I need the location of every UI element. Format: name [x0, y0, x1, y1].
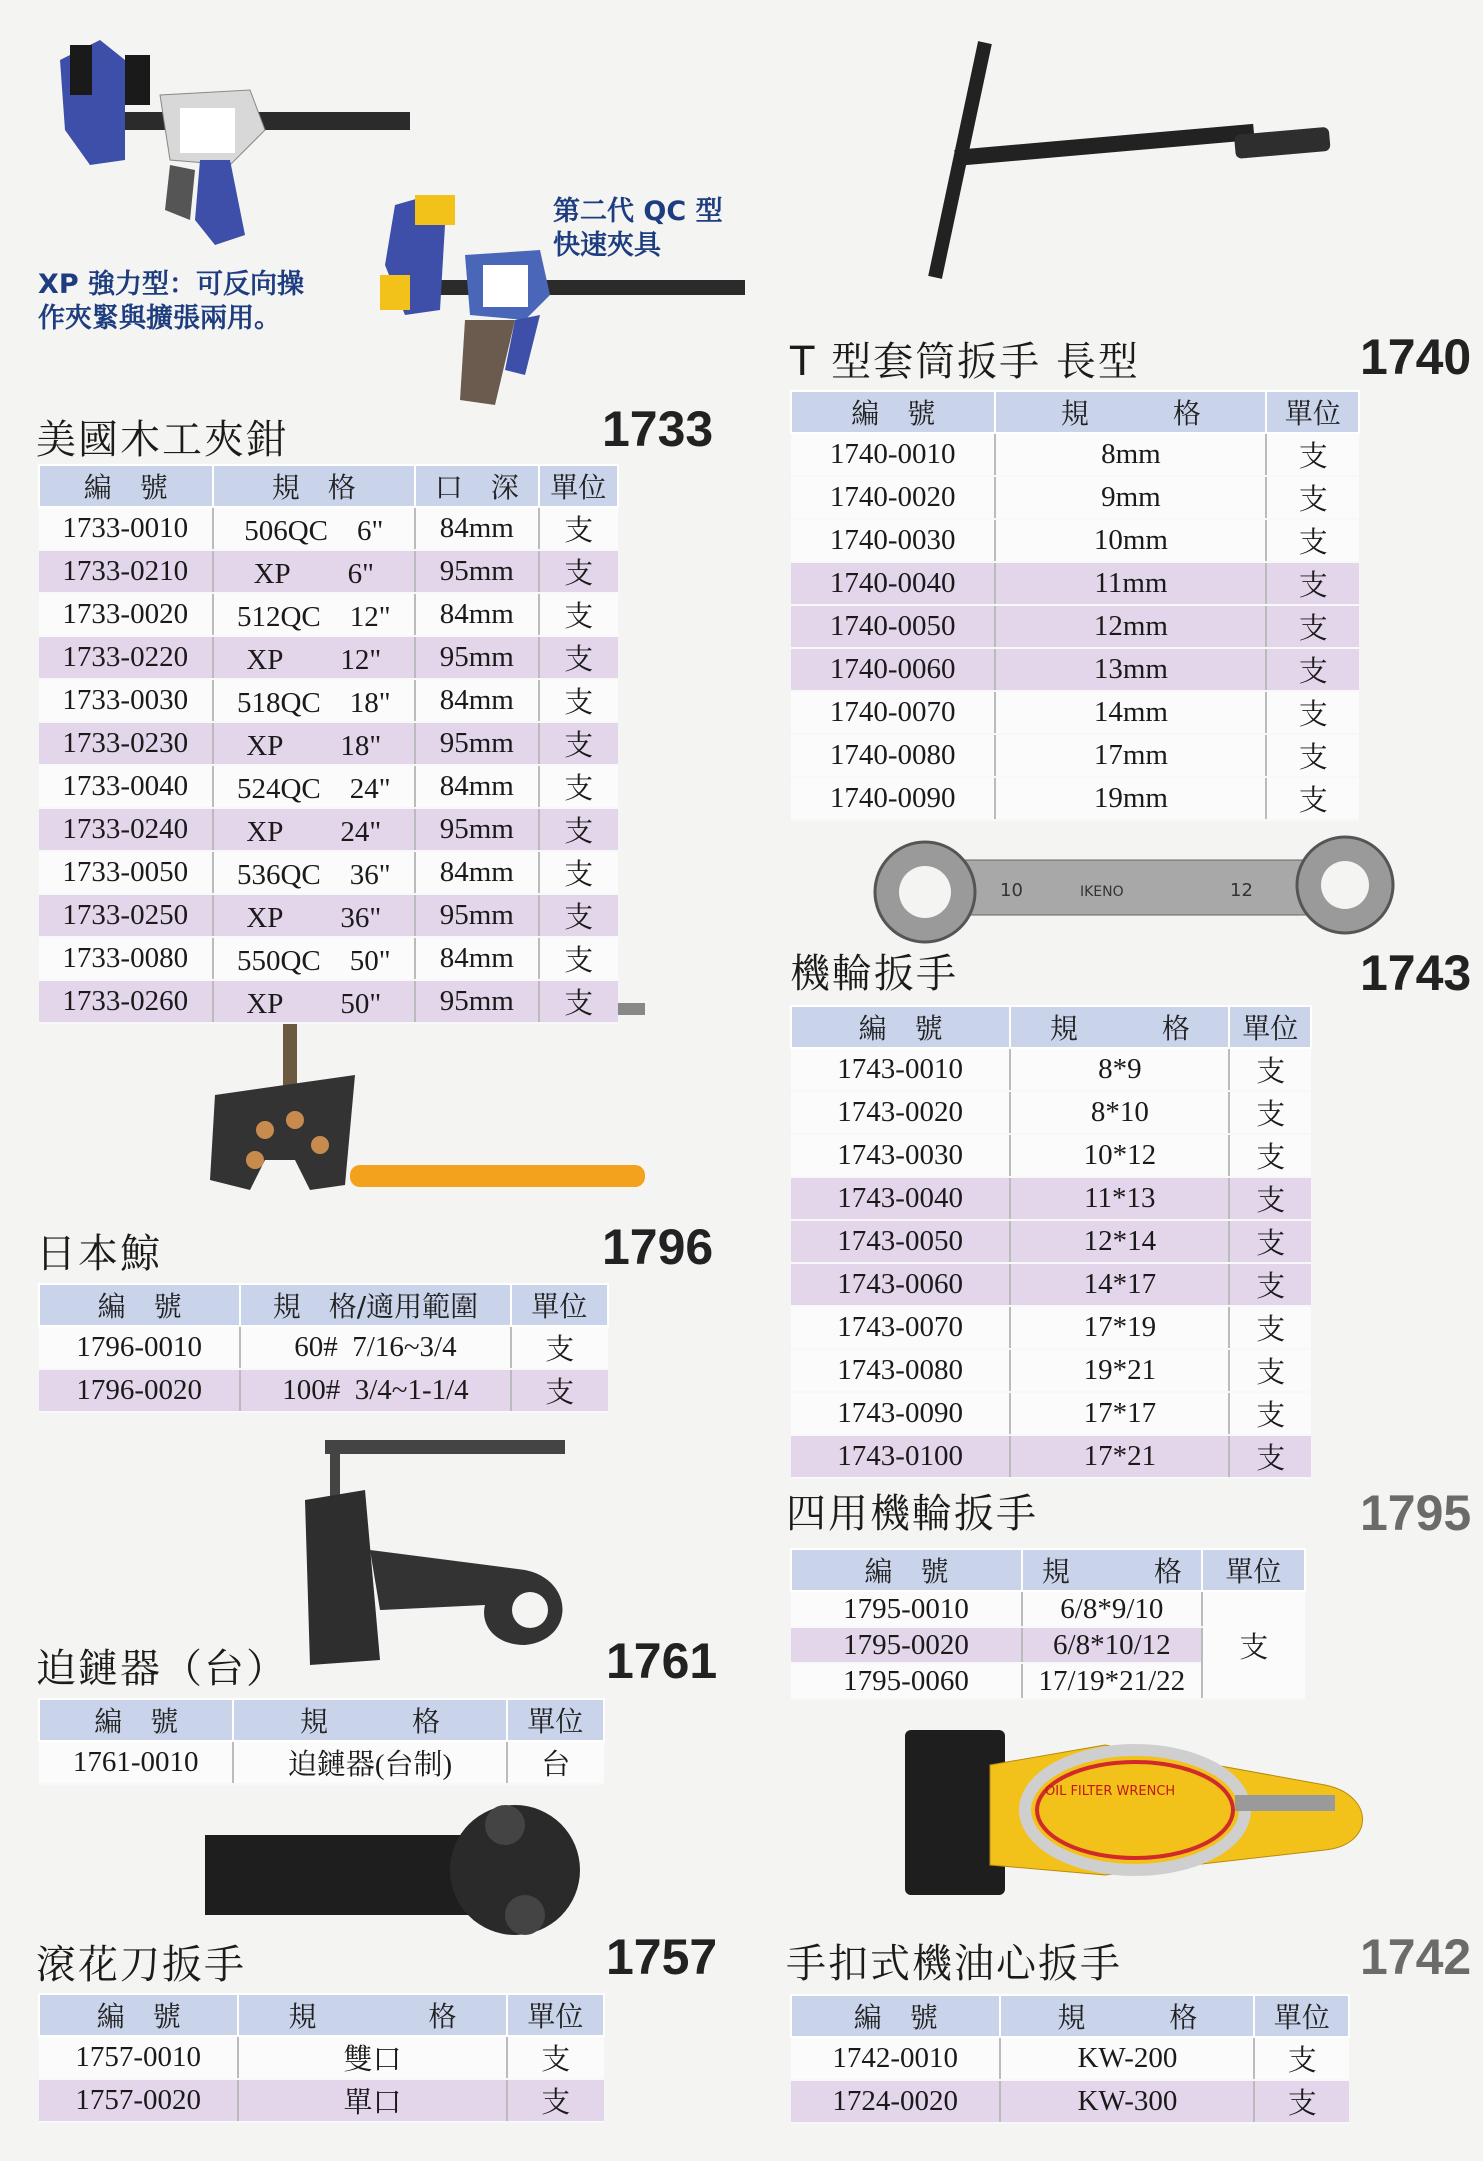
table-cell: 支 [539, 980, 619, 1023]
qc-caption [553, 195, 723, 263]
table-cell: 95mm [415, 894, 539, 937]
table-cell: 84mm [415, 765, 539, 808]
th-spec: 規 格 [238, 1994, 506, 2036]
table-cell: 1757-0020 [39, 2079, 238, 2122]
th-spec: 規 格 [995, 391, 1266, 433]
th-code: 編 號 [791, 1006, 1010, 1048]
table-cell: 6/8*9/10 [1022, 1591, 1202, 1627]
table-row [39, 593, 618, 636]
table-cell: 100# 3/4~1-1/4 [240, 1369, 510, 1412]
table-cell: 支 [539, 550, 619, 593]
table-cell: 11mm [995, 562, 1266, 605]
table-cell: XP 12" [213, 636, 416, 679]
table-row [791, 1349, 1311, 1392]
table-cell: 支 [1266, 777, 1359, 820]
table-row [791, 562, 1359, 605]
table-cell: 512QC 12" [213, 593, 416, 636]
tbody-1743 [791, 1048, 1311, 1478]
table-cell: 95mm [415, 722, 539, 765]
table-cell: 506QC 6" [213, 507, 416, 550]
title-1742: 手扣式機油心扳手 [786, 1941, 1122, 1987]
th-code: 編 號 [791, 1995, 1000, 2037]
ring-wrench-image [865, 830, 1405, 950]
table-cell: 1743-0090 [791, 1392, 1010, 1435]
table-cell: 1733-0050 [39, 851, 213, 894]
table-cell: XP 36" [213, 894, 416, 937]
table-cell: 550QC 50" [213, 937, 416, 980]
table-cell: 95mm [415, 636, 539, 679]
table-cell: 12*14 [1010, 1220, 1229, 1263]
table-cell: 11*13 [1010, 1177, 1229, 1220]
th-spec: 規 格/適用範圍 [240, 1284, 510, 1326]
table-cell: 1743-0060 [791, 1263, 1010, 1306]
table-row [39, 851, 618, 894]
code-1742: 1742 [1360, 1929, 1472, 1985]
table-cell: 支 [1229, 1435, 1311, 1478]
th-unit: 單位 [507, 1994, 605, 2036]
wrench-mark-brand: IKENO [1080, 884, 1124, 900]
chain-breaker-stand-image [285, 1430, 585, 1670]
table-cell: 10*12 [1010, 1134, 1229, 1177]
table-cell: 1724-0020 [791, 2080, 1000, 2123]
table-cell: 1733-0080 [39, 937, 213, 980]
table-1761 [38, 1698, 605, 1785]
table-row [39, 937, 618, 980]
table-cell: 8*10 [1010, 1091, 1229, 1134]
table-cell: 14mm [995, 691, 1266, 734]
table-row [39, 808, 618, 851]
table-cell: 1743-0020 [791, 1091, 1010, 1134]
table-cell: 支 [1266, 433, 1359, 476]
table-row [39, 507, 618, 550]
code-1761: 1761 [606, 1633, 718, 1689]
table-1740 [790, 390, 1360, 821]
th-spec: 規 格 [213, 465, 416, 507]
table-row [791, 519, 1359, 562]
table-cell: 支 [539, 765, 619, 808]
table-cell: 1743-0070 [791, 1306, 1010, 1349]
table-row [39, 1741, 604, 1784]
table-cell: 1733-0020 [39, 593, 213, 636]
table-cell: 支 [539, 937, 619, 980]
table-cell: 60# 7/16~3/4 [240, 1326, 510, 1369]
table-row [791, 734, 1359, 777]
table-row [39, 980, 618, 1023]
table-cell: 支 [1229, 1134, 1311, 1177]
table-cell: KW-300 [1000, 2080, 1254, 2123]
table-cell: 支 [1266, 562, 1359, 605]
table-cell: 1795-0060 [791, 1663, 1022, 1699]
xp-caption [38, 268, 304, 336]
table-1757 [38, 1993, 605, 2123]
th-spec: 規 格 [1000, 1995, 1254, 2037]
table-cell: 17mm [995, 734, 1266, 777]
table-cell: 雙口 [238, 2036, 506, 2079]
table-cell: 1733-0240 [39, 808, 213, 851]
table-cell: 1743-0050 [791, 1220, 1010, 1263]
table-cell: 12mm [995, 605, 1266, 648]
th-unit: 單位 [507, 1699, 604, 1741]
table-row [791, 433, 1359, 476]
th-unit: 單位 [539, 465, 619, 507]
title-1757: 滾花刀扳手 [36, 1942, 246, 1988]
th-spec: 規 格 [233, 1699, 506, 1741]
qc-caption-line-1: 第二代 QC 型 [553, 196, 723, 227]
table-cell: 1761-0010 [39, 1741, 233, 1784]
table-cell: 17*17 [1010, 1392, 1229, 1435]
table-row [791, 1392, 1311, 1435]
table-cell: 支 [1229, 1220, 1311, 1263]
table-cell: 支 [539, 679, 619, 722]
table-cell: 1796-0010 [39, 1326, 240, 1369]
table-cell: XP 50" [213, 980, 416, 1023]
tbody-1796 [39, 1326, 608, 1412]
t-socket-wrench-image [895, 40, 1395, 290]
table-cell: 單口 [238, 2079, 506, 2122]
table-cell: 1733-0250 [39, 894, 213, 937]
table-row [791, 605, 1359, 648]
table-cell: 1733-0010 [39, 507, 213, 550]
table-cell-unit: 支 [1202, 1591, 1305, 1699]
table-cell: 支 [539, 507, 619, 550]
table-cell: 1795-0010 [791, 1591, 1022, 1627]
table-cell: XP 6" [213, 550, 416, 593]
table-row [791, 1306, 1311, 1349]
table-cell: 支 [1229, 1091, 1311, 1134]
table-cell: 14*17 [1010, 1263, 1229, 1306]
table-row [39, 2079, 604, 2122]
table-cell: 13mm [995, 648, 1266, 691]
table-cell: XP 18" [213, 722, 416, 765]
table-cell: 1742-0010 [791, 2037, 1000, 2080]
code-1796: 1796 [602, 1219, 714, 1275]
table-cell: 1740-0080 [791, 734, 995, 777]
table-cell: 84mm [415, 593, 539, 636]
table-row [39, 1369, 608, 1412]
th-code: 編 號 [39, 1699, 233, 1741]
table-row [791, 1134, 1311, 1177]
tbody-1733 [39, 507, 618, 1023]
table-cell: 84mm [415, 679, 539, 722]
table-cell: 1743-0040 [791, 1177, 1010, 1220]
table-cell: 支 [1229, 1048, 1311, 1091]
tbody-1740 [791, 433, 1359, 820]
table-cell: 支 [539, 851, 619, 894]
title-1733: 美國木工夾鉗 [36, 417, 288, 463]
code-1743: 1743 [1360, 945, 1472, 1001]
table-cell: 84mm [415, 937, 539, 980]
title-1796: 日本鯨 [36, 1231, 162, 1277]
table-row [791, 2037, 1349, 2080]
xp-caption-line-1: XP 強力型：可反向操 [38, 269, 305, 300]
table-cell: 524QC 24" [213, 765, 416, 808]
table-row [791, 691, 1359, 734]
table-cell: 19mm [995, 777, 1266, 820]
table-cell: 支 [539, 722, 619, 765]
table-cell: 支 [539, 808, 619, 851]
table-cell: 19*21 [1010, 1349, 1229, 1392]
code-1733: 1733 [602, 401, 714, 457]
title-1761: 迫鏈器（台） [36, 1646, 288, 1692]
table-cell: 1740-0030 [791, 519, 995, 562]
code-1757: 1757 [606, 1929, 718, 1985]
table-cell: 1743-0030 [791, 1134, 1010, 1177]
table-cell: 支 [511, 1369, 608, 1412]
knurling-tool-image [205, 1795, 605, 1955]
oil-filter-wrench-label: OIL FILTER WRENCH [1045, 1784, 1176, 1799]
table-row [39, 765, 618, 808]
th-code: 編 號 [39, 1994, 238, 2036]
table-cell: 6/8*10/12 [1022, 1627, 1202, 1663]
table-cell: 536QC 36" [213, 851, 416, 894]
table-cell: 95mm [415, 550, 539, 593]
table-cell: 支 [1229, 1177, 1311, 1220]
table-cell: 支 [511, 1326, 608, 1369]
table-cell: 支 [1266, 648, 1359, 691]
th-code: 編 號 [39, 1284, 240, 1326]
table-cell: 8mm [995, 433, 1266, 476]
table-cell: 支 [1254, 2080, 1349, 2123]
table-cell: 17*19 [1010, 1306, 1229, 1349]
table-cell: 台 [507, 1741, 604, 1784]
th-spec: 規 格 [1010, 1006, 1229, 1048]
table-row [39, 2036, 604, 2079]
table-row [791, 1435, 1311, 1478]
chain-breaker-image [195, 995, 655, 1205]
table-cell: 17/19*21/22 [1022, 1663, 1202, 1699]
table-1733 [38, 464, 619, 1024]
table-cell: 1740-0010 [791, 433, 995, 476]
table-row [791, 2080, 1349, 2123]
table-cell: 1740-0050 [791, 605, 995, 648]
table-cell: 9mm [995, 476, 1266, 519]
table-cell: 1743-0080 [791, 1349, 1010, 1392]
table-row [39, 722, 618, 765]
table-cell: 1733-0230 [39, 722, 213, 765]
table-cell: 支 [1229, 1263, 1311, 1306]
table-1796 [38, 1283, 609, 1413]
tbody-1742 [791, 2037, 1349, 2123]
table-cell: 支 [507, 2079, 605, 2122]
table-cell: 1733-0040 [39, 765, 213, 808]
table-row [39, 550, 618, 593]
table-cell: 支 [1266, 691, 1359, 734]
table-cell: 1740-0070 [791, 691, 995, 734]
table-cell: 支 [539, 894, 619, 937]
table-cell: 支 [1266, 519, 1359, 562]
table-cell: 17*21 [1010, 1435, 1229, 1478]
table-cell: 1796-0020 [39, 1369, 240, 1412]
table-cell: 1740-0090 [791, 777, 995, 820]
tbody-1761 [39, 1741, 604, 1784]
title-1740: T 型套筒扳手 長型 [790, 339, 1140, 385]
table-cell: 支 [507, 2036, 605, 2079]
title-1795: 四用機輪扳手 [786, 1491, 1038, 1537]
table-cell: 1740-0060 [791, 648, 995, 691]
table-cell: 支 [1266, 476, 1359, 519]
table-1742 [790, 1994, 1350, 2124]
table-cell: 518QC 18" [213, 679, 416, 722]
table-row [791, 1220, 1311, 1263]
table-cell: 1733-0210 [39, 550, 213, 593]
table-row [39, 636, 618, 679]
table-row [791, 1177, 1311, 1220]
table-row [791, 1048, 1311, 1091]
table-cell: 95mm [415, 980, 539, 1023]
table-cell: 支 [539, 593, 619, 636]
table-cell: 8*9 [1010, 1048, 1229, 1091]
table-cell: 迫鏈器(台制) [233, 1741, 506, 1784]
table-1743 [790, 1005, 1312, 1479]
th-code: 編 號 [39, 465, 213, 507]
table-cell: 1757-0010 [39, 2036, 238, 2079]
table-cell: 支 [1229, 1392, 1311, 1435]
title-1743: 機輪扳手 [790, 951, 958, 997]
table-cell: 95mm [415, 808, 539, 851]
wrench-mark-left: 10 [1000, 880, 1023, 901]
table-row [791, 1091, 1311, 1134]
table-row [39, 679, 618, 722]
wrench-mark-right: 12 [1230, 880, 1253, 901]
table-row [791, 648, 1359, 691]
table-cell: 1733-0260 [39, 980, 213, 1023]
table-cell: 10mm [995, 519, 1266, 562]
th-spec: 規 格 [1022, 1549, 1202, 1591]
table-cell: 支 [1266, 605, 1359, 648]
table-row [39, 894, 618, 937]
table-cell: 支 [1254, 2037, 1349, 2080]
code-1795: 1795 [1360, 1485, 1472, 1541]
table-cell: 支 [539, 636, 619, 679]
th-unit: 單位 [1229, 1006, 1311, 1048]
table-cell: 支 [1266, 734, 1359, 777]
table-cell: 支 [1229, 1349, 1311, 1392]
th-code: 編 號 [791, 1549, 1022, 1591]
table-cell: 1743-0100 [791, 1435, 1010, 1478]
tbody-1757 [39, 2036, 604, 2122]
table-cell: 1740-0020 [791, 476, 995, 519]
table-cell: XP 24" [213, 808, 416, 851]
table-row [39, 1326, 608, 1369]
table-cell: KW-200 [1000, 2037, 1254, 2080]
qc-caption-line-2: 快速夾具 [553, 230, 661, 261]
table-cell: 84mm [415, 851, 539, 894]
code-1740: 1740 [1360, 329, 1472, 385]
th-unit: 單位 [1254, 1995, 1349, 2037]
table-row [791, 1591, 1305, 1627]
table-cell: 支 [1229, 1306, 1311, 1349]
table-row [791, 476, 1359, 519]
table-row [791, 1263, 1311, 1306]
table-cell: 84mm [415, 507, 539, 550]
xp-caption-line-2: 作夾緊與擴張兩用。 [38, 303, 281, 334]
oil-filter-wrench-image [905, 1725, 1405, 1905]
tbody-1795 [791, 1591, 1305, 1699]
table-cell: 1743-0010 [791, 1048, 1010, 1091]
table-row [791, 777, 1359, 820]
th-code: 編 號 [791, 391, 995, 433]
th-depth: 口 深 [415, 465, 539, 507]
th-unit: 單位 [1202, 1549, 1305, 1591]
table-cell: 1733-0220 [39, 636, 213, 679]
xp-clamp-image [30, 20, 410, 250]
th-unit: 單位 [1266, 391, 1359, 433]
table-cell: 1740-0040 [791, 562, 995, 605]
table-cell: 1795-0020 [791, 1627, 1022, 1663]
table-cell: 1733-0030 [39, 679, 213, 722]
th-unit: 單位 [511, 1284, 608, 1326]
table-1795 [790, 1548, 1306, 1700]
